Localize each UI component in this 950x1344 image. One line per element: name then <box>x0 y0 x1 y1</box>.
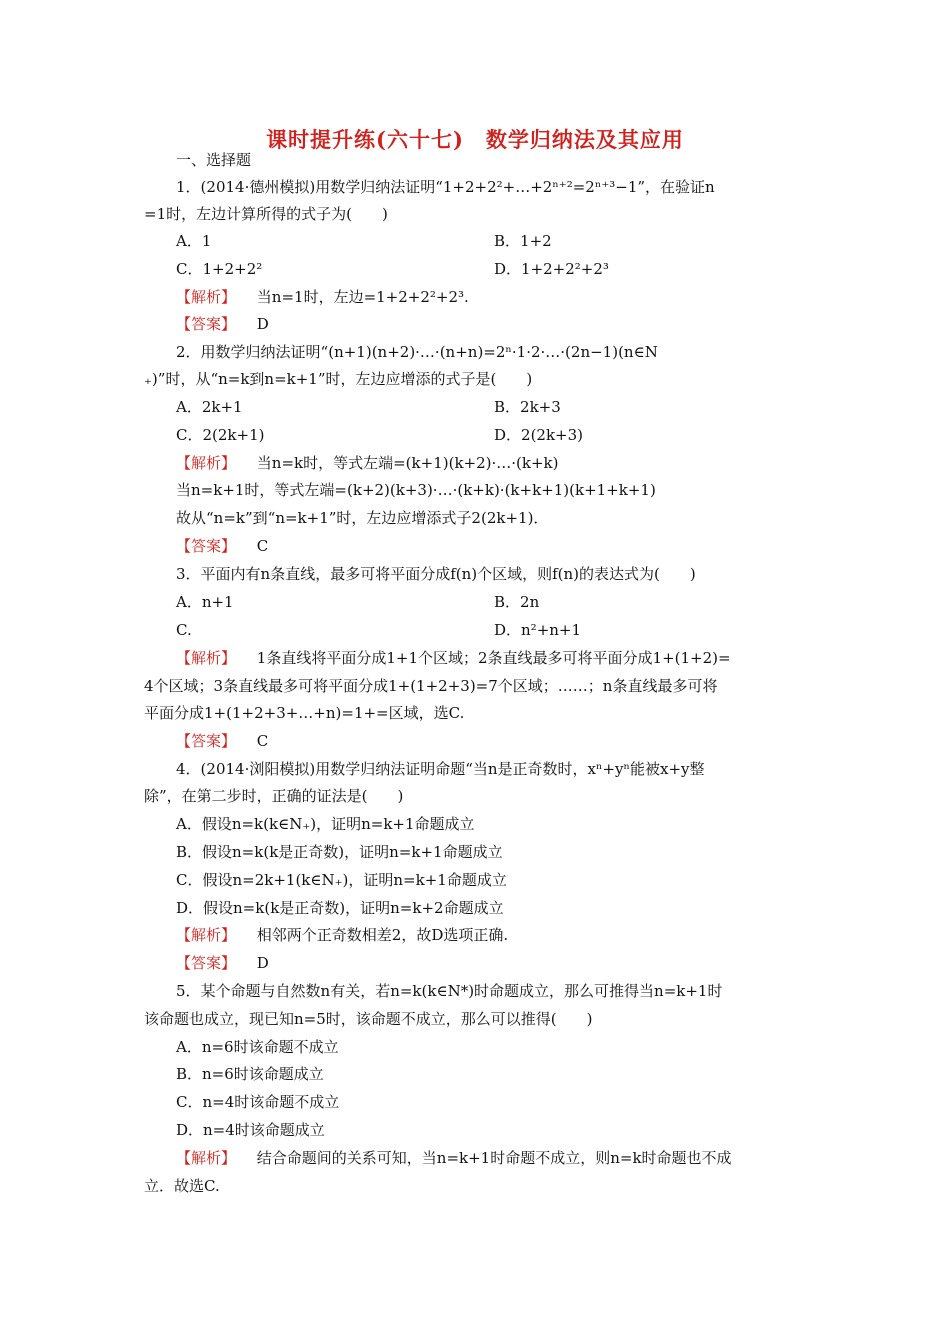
q2-option-c: C．2(2k+1) <box>176 426 265 444</box>
q4-option-a: A．假设n=k(k∈N₊)，证明n=k+1命题成立 <box>176 815 475 833</box>
q1-analysis <box>176 287 469 307</box>
q4-stem-line2: 除”，在第二步时，正确的证法是( ) <box>144 787 404 805</box>
q5-option-b: B．n=6时该命题成立 <box>176 1065 324 1083</box>
q2-option-d: D．2(2k+3) <box>494 426 584 444</box>
q2-option-b: B．2k+3 <box>494 398 561 416</box>
q4-answer-text: D <box>256 954 269 972</box>
q3-option-b: B．2n <box>494 593 540 611</box>
q2-answer <box>176 536 268 556</box>
q5-stem-line2: 该命题也成立，现已知n=5时，该命题不成立，那么可以推得( ) <box>144 1010 593 1028</box>
q3-option-d: D．n²+n+1 <box>494 621 582 639</box>
q2-analysis-line2: 当n=k+1时，等式左端=(k+2)(k+3)·…·(k+k)·(k+k+1)(k+1+k+1) <box>176 481 656 499</box>
q5-stem-line1: 5．某个命题与自然数n有关，若n=k(k∈N*)时命题成立，那么可推得当n=k+1时 <box>176 982 723 1000</box>
q5-analysis <box>176 1148 732 1168</box>
analysis-tag: 【解析】 <box>176 288 237 306</box>
q1-stem-line2: =1时，左边计算所得的式子为( ) <box>144 205 388 223</box>
q1-option-c: C．1+2+2² <box>176 260 263 278</box>
q3-option-a: A．n+1 <box>176 593 234 611</box>
q1-option-a: A．1 <box>176 232 212 250</box>
q2-answer-text: C <box>256 537 269 555</box>
q4-analysis-text: 相邻两个正奇数相差2，故D选项正确. <box>256 926 509 944</box>
q3-answer <box>176 731 268 751</box>
answer-tag: 【答案】 <box>176 954 237 972</box>
q4-analysis <box>176 925 508 945</box>
q4-option-d: D．假设n=k(k是正奇数)，证明n=k+2命题成立 <box>176 899 504 917</box>
q2-analysis <box>176 453 558 473</box>
analysis-tag: 【解析】 <box>176 454 237 472</box>
analysis-tag: 【解析】 <box>176 926 237 944</box>
answer-tag: 【答案】 <box>176 315 237 333</box>
page-title: 课时提升练(六十七) 数学归纳法及其应用 <box>266 127 684 152</box>
q1-analysis-text: 当n=1时，左边=1+2+2²+2³. <box>256 288 469 306</box>
q5-analysis-line2: 立．故选C. <box>144 1177 220 1195</box>
answer-tag: 【答案】 <box>176 732 237 750</box>
q3-stem-line1: 3．平面内有n条直线，最多可将平面分成f(n)个区域，则f(n)的表达式为( ) <box>176 565 696 583</box>
analysis-tag: 【解析】 <box>176 649 237 667</box>
section-heading: 一、选择题 <box>176 151 252 169</box>
q5-option-a: A．n=6时该命题不成立 <box>176 1038 339 1056</box>
q1-answer <box>176 314 269 334</box>
q1-answer-text: D <box>256 315 269 333</box>
q5-analysis-text: 结合命题间的关系可知，当n=k+1时命题不成立，则n=k时命题也不成 <box>256 1149 732 1167</box>
q2-stem-line2: ₊)”时，从“n=k到n=k+1”时，左边应增添的式子是( ) <box>144 370 533 388</box>
q2-option-a: A．2k+1 <box>176 398 243 416</box>
q4-option-b: B．假设n=k(k是正奇数)，证明n=k+1命题成立 <box>176 843 503 861</box>
q3-analysis-text: 1条直线将平面分成1+1个区域；2条直线最多可将平面分成1+(1+2)= <box>256 649 731 667</box>
q4-option-c: C．假设n=2k+1(k∈N₊)，证明n=k+1命题成立 <box>176 871 507 889</box>
q1-stem-line1: 1．(2014·德州模拟)用数学归纳法证明“1+2+2²+…+2ⁿ⁺²=2ⁿ⁺³−1”，在验证n <box>176 178 715 196</box>
q3-answer-text: C <box>256 732 269 750</box>
q5-option-c: C．n=4时该命题不成立 <box>176 1093 340 1111</box>
q2-analysis-text: 当n=k时，等式左端=(k+1)(k+2)·…·(k+k) <box>256 454 559 472</box>
q1-option-d: D．1+2+2²+2³ <box>494 260 609 278</box>
q3-analysis-line2: 4个区域；3条直线最多可将平面分成1+(1+2+3)=7个区域；……；n条直线最多可将 <box>144 677 718 695</box>
q2-stem-line1: 2．用数学归纳法证明“(n+1)(n+2)·…·(n+n)=2ⁿ·1·2·…·(2n−1)(n∈N <box>176 343 658 361</box>
answer-tag: 【答案】 <box>176 537 237 555</box>
q3-analysis <box>176 648 731 668</box>
q1-option-b: B．1+2 <box>494 232 552 250</box>
q2-analysis-line3: 故从“n=k”到“n=k+1”时，左边应增添式子2(2k+1)． <box>176 509 549 527</box>
q4-answer <box>176 953 269 973</box>
q5-option-d: D．n=4时该命题成立 <box>176 1121 325 1139</box>
q3-option-c: C. <box>176 621 192 639</box>
analysis-tag: 【解析】 <box>176 1149 237 1167</box>
q4-stem-line1: 4．(2014·浏阳模拟)用数学归纳法证明命题“当n是正奇数时，xⁿ+yⁿ能被x+y整 <box>176 760 705 778</box>
q3-analysis-line3: 平面分成1+(1+2+3+…+n)=1+=区域，选C. <box>144 704 465 722</box>
